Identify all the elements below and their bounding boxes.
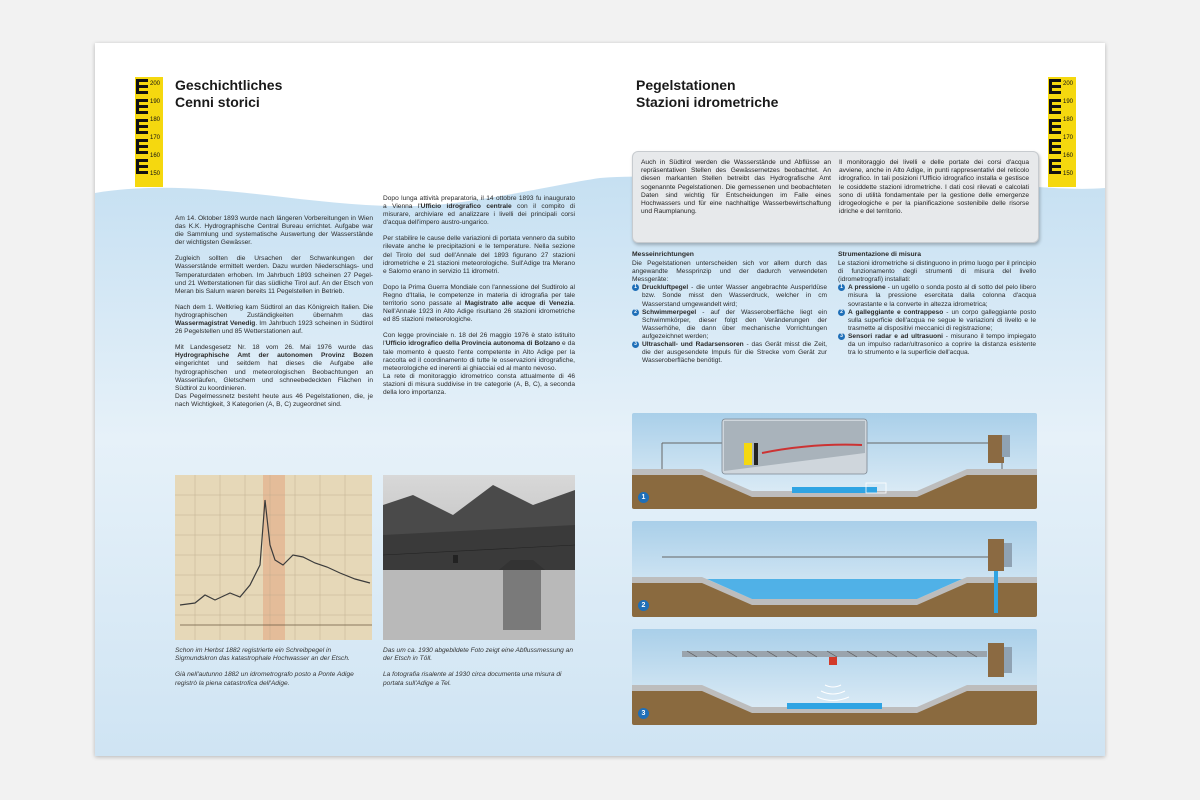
ruler-label: 150	[150, 171, 161, 177]
section-heading-it: Strumentazione di misura	[838, 251, 922, 258]
paragraph: Dopo lunga attività preparatoria, il 14 ottobre 1893 fu inaugurato a Vienna l'Ufficio idrografico centrale con il compito di misurare, archiviare ed analizzare i livelli dei principali corsi d'acqua dell'impero austro-ungarico.	[383, 195, 576, 227]
title-it: Stazioni idrometriche	[636, 94, 779, 110]
list-item: 1 Druckluftpegel - die unter Wasser angebrachte Ausperldüse bzw. Sonde misst den Wasserdruck, welcher in cm Wasserstand umgewandelt wird;	[632, 284, 827, 308]
diagram-pressure-gauge	[632, 413, 1037, 509]
text-column-de	[175, 215, 373, 417]
paragraph: Con legge provinciale n. 18 del 26 maggio 1976 è stato istituito l'Ufficio idrografico della Provincia autonoma di Bolzano e da tale momento è questo l'ente competente in Alto Adige per la raccolta ed il coordinamento di tutte le osservazioni idrografiche, meteorologiche ed inerenti ai ghiacciai ed al manto nevoso.	[383, 332, 575, 372]
paragraph: Per stabilire le cause delle variazioni di portata vennero da subito rilevate anche le precipitazioni e le temperature. Nella sezione del Tirolo del sud dell'Annale del 1893 figurano 27 stazioni idrometriche e 21 stazioni meteorologiche. Sull'Adige tra Merano e Salorno erano in servizio 11 idrometri.	[383, 235, 575, 275]
paragraph: Nach dem 1. Weltkrieg kam Südtirol an das Königreich Italien. Die hydrographischen Zuständigkeiten übernahm das Wassermagistrat Venedig. Im Jahrbuch 1923 scheinen in Südtirol 26 Pegelstellen und 85 Wetterstationen auf.	[175, 303, 374, 336]
ruler-label: 190	[150, 99, 161, 105]
number-badge-icon: 1	[838, 284, 845, 291]
number-badge-icon: 3	[838, 333, 845, 340]
number-badge-icon: 2	[838, 309, 845, 316]
list-item: 2 A galleggiante e contrappeso - un corpo galleggiante posto sulla superficie dell'acqua ne segue le variazioni di livello e le trasmette ai dispositivi meccanici di registrazione;	[838, 309, 1036, 333]
diagram-number-icon: 3	[638, 708, 649, 719]
page-title-right	[636, 77, 778, 111]
ruler-label: 160	[150, 153, 161, 159]
list-item: 3 Ultraschall- und Radarsensoren - das Gerät misst die Zeit, die der ausgesendete Impuls für die Strecke vom Gerät zur Wasseroberfläche benötigt.	[632, 341, 827, 365]
paragraph: La rete di monitoraggio idrometrico consta attualmente di 46 stazioni di misura suddivise in tre categorie (A, B, C), a seconda della loro importanza.	[383, 372, 575, 396]
paragraph: Dopo la Prima Guerra Mondiale con l'annessione del Sudtirolo al Regno d'Italia, le competenze in materia di idrografia per tale territorio sono passate al Magistrato alle acque di Venezia. Nell'Annale 1923 in Alto Adige risultano 26 stazioni idrometriche ed 85 stazioni meteorologiche.	[383, 283, 575, 324]
diagram-float-gauge	[632, 521, 1037, 617]
ruler-label: 180	[1063, 117, 1074, 123]
brochure-spread	[95, 43, 1105, 756]
intro-info-box	[632, 151, 1039, 243]
caption-it: La fotografia risalente al 1930 circa documenta una misura di portata sull'Adige a Tel.	[383, 671, 562, 687]
diagram-number-icon: 1	[638, 492, 649, 503]
section-intro-it: Le stazioni idrometriche si distinguono in primo luogo per il principio di funzionamento degli strumenti di misura del livello (idrometrografi) installati:	[838, 260, 1036, 284]
section-heading-de: Messeinrichtungen	[632, 251, 694, 258]
page-title-left	[175, 77, 282, 111]
number-badge-icon: 2	[632, 309, 639, 316]
ruler-label: 190	[1063, 99, 1074, 105]
diagram-radar-sensor	[632, 629, 1037, 725]
ruler-label: 170	[150, 135, 161, 141]
paragraph: Am 14. Oktober 1893 wurde nach längeren Vorbereitungen in Wien das K.K. Hydrographische Central Bureau errichtet. Aufgabe war die Sammlung und systematische Auswertung der Wasserstände der wichtigsten Gewässer.	[175, 215, 373, 247]
title-it: Cenni storici	[175, 94, 260, 110]
historic-river-measurement-photo	[383, 475, 575, 640]
water-level-ruler-icon	[135, 77, 163, 187]
number-badge-icon: 1	[632, 284, 639, 291]
measuring-devices-de	[632, 251, 827, 365]
ruler-label: 180	[150, 117, 161, 123]
paragraph: Das Pegelmessnetz besteht heute aus 46 Pegelstationen, die, je nach Wichtigkeit, 3 Kategorien (A, B, C) zugeordnet sind.	[175, 392, 373, 408]
info-text-de: Auch in Südtirol werden die Wasserstände und Abflüsse an repräsentativen Stellen des Gewässernetzes beobachtet. An diesen markanten Stellen betreibt das Hydrografische Amt sogenannte Pegelstationen. Die gemessenen und beobachteten Daten sind wichtig für Entscheidungen im Falle eines Hochwassers und für eine nachhaltige Wasserbewirtschaftung und Raumplanung.	[641, 159, 831, 216]
title-de: Pegelstationen	[636, 77, 736, 93]
measuring-devices-it	[838, 251, 1036, 357]
paragraph: Zugleich sollten die Ursachen der Schwankungen der Wasserstände ermittelt werden. Dazu wurden Niederschlags- und Temperaturdaten erhoben. Im Jahrbuch 1893 scheinen 27 Pegel- und 21 Wetterstationen für das südliche Tirol auf. An der Etsch von Meran bis Salurn waren bereits 11 Pegelstellen in Betrieb.	[175, 255, 373, 295]
ruler-label: 150	[1063, 171, 1074, 177]
text-column-it	[383, 195, 575, 405]
list-item: 3 Sensori radar e ad ultrasuoni - misurano il tempo impiegato da un impulso radar/ultrasonico a coprire la distanza esistente tra lo strumento e la superficie dell'acqua.	[838, 333, 1036, 357]
ruler-label: 200	[150, 81, 161, 87]
list-item: 2 Schwimmerpegel - auf der Wasseroberfläche liegt ein Schwimmkörper, dieser folgt den Veränderungen der Wasserhöhe, die dann über mechanische Vorrichtungen aufgezeichnet werden;	[632, 309, 827, 341]
water-level-ruler-icon	[1048, 77, 1076, 187]
ruler-label: 160	[1063, 153, 1074, 159]
right-page	[600, 43, 1105, 756]
left-page	[95, 43, 601, 756]
caption-de: Das um ca. 1930 abgebildete Foto zeigt eine Abflussmessung an der Etsch in Töll.	[383, 647, 573, 663]
historic-chart-recorder-photo	[175, 475, 372, 640]
title-de: Geschichtliches	[175, 77, 283, 93]
ruler-label: 200	[1063, 81, 1074, 87]
list-item: 1 A pressione - un ugello o sonda posto al di sotto del pelo libero misura la pressione esercitata dalla colonna d'acqua sovrastante e la converte in altezza idrometrica;	[838, 284, 1036, 308]
diagram-number-icon: 2	[638, 600, 649, 611]
paragraph: Mit Landesgesetz Nr. 18 vom 26. Mai 1976 wurde das Hydrographische Amt der autonomen Provinz Bozen eingerichtet und seitdem hat dieses die Aufgabe alle hydrographischen und meteorologischen Beobachtungen an Wasserläufen, Gletschern und schneebedeckten Flächen in Südtirol zu koordinieren.	[175, 344, 373, 392]
caption-river-photo	[383, 647, 575, 696]
caption-de: Schon im Herbst 1882 registrierte ein Schreibpegel in Sigmundskron das katastrophale Hochwasser an der Etsch.	[175, 647, 350, 663]
number-badge-icon: 3	[632, 341, 639, 348]
ruler-label: 170	[1063, 135, 1074, 141]
info-text-it: Il monitoraggio dei livelli e delle portate dei corsi d'acqua avviene, anche in Alto Adige, in punti rappresentativi del reticolo idrografico. In tali posizioni l'Ufficio idrografico installa e gestisce le cosiddette stazioni idrometriche. I dati così rilevati e calcolati sono di utilità fondamentale per la gestione delle emergenze idrogeologiche e per la pianificazione sostenibile delle risorse idriche e del territorio.	[839, 159, 1029, 216]
section-intro-de: Die Pegelstationen unterscheiden sich vor allem durch das angewandte Messprinzip und der dadurch verwendeten Messgeräte:	[632, 260, 827, 284]
caption-chart-recorder	[175, 647, 373, 696]
caption-it: Già nell'autunno 1882 un idrometrografo posto a Ponte Adige registrò la piena catastrofica dell'Adige.	[175, 671, 354, 687]
